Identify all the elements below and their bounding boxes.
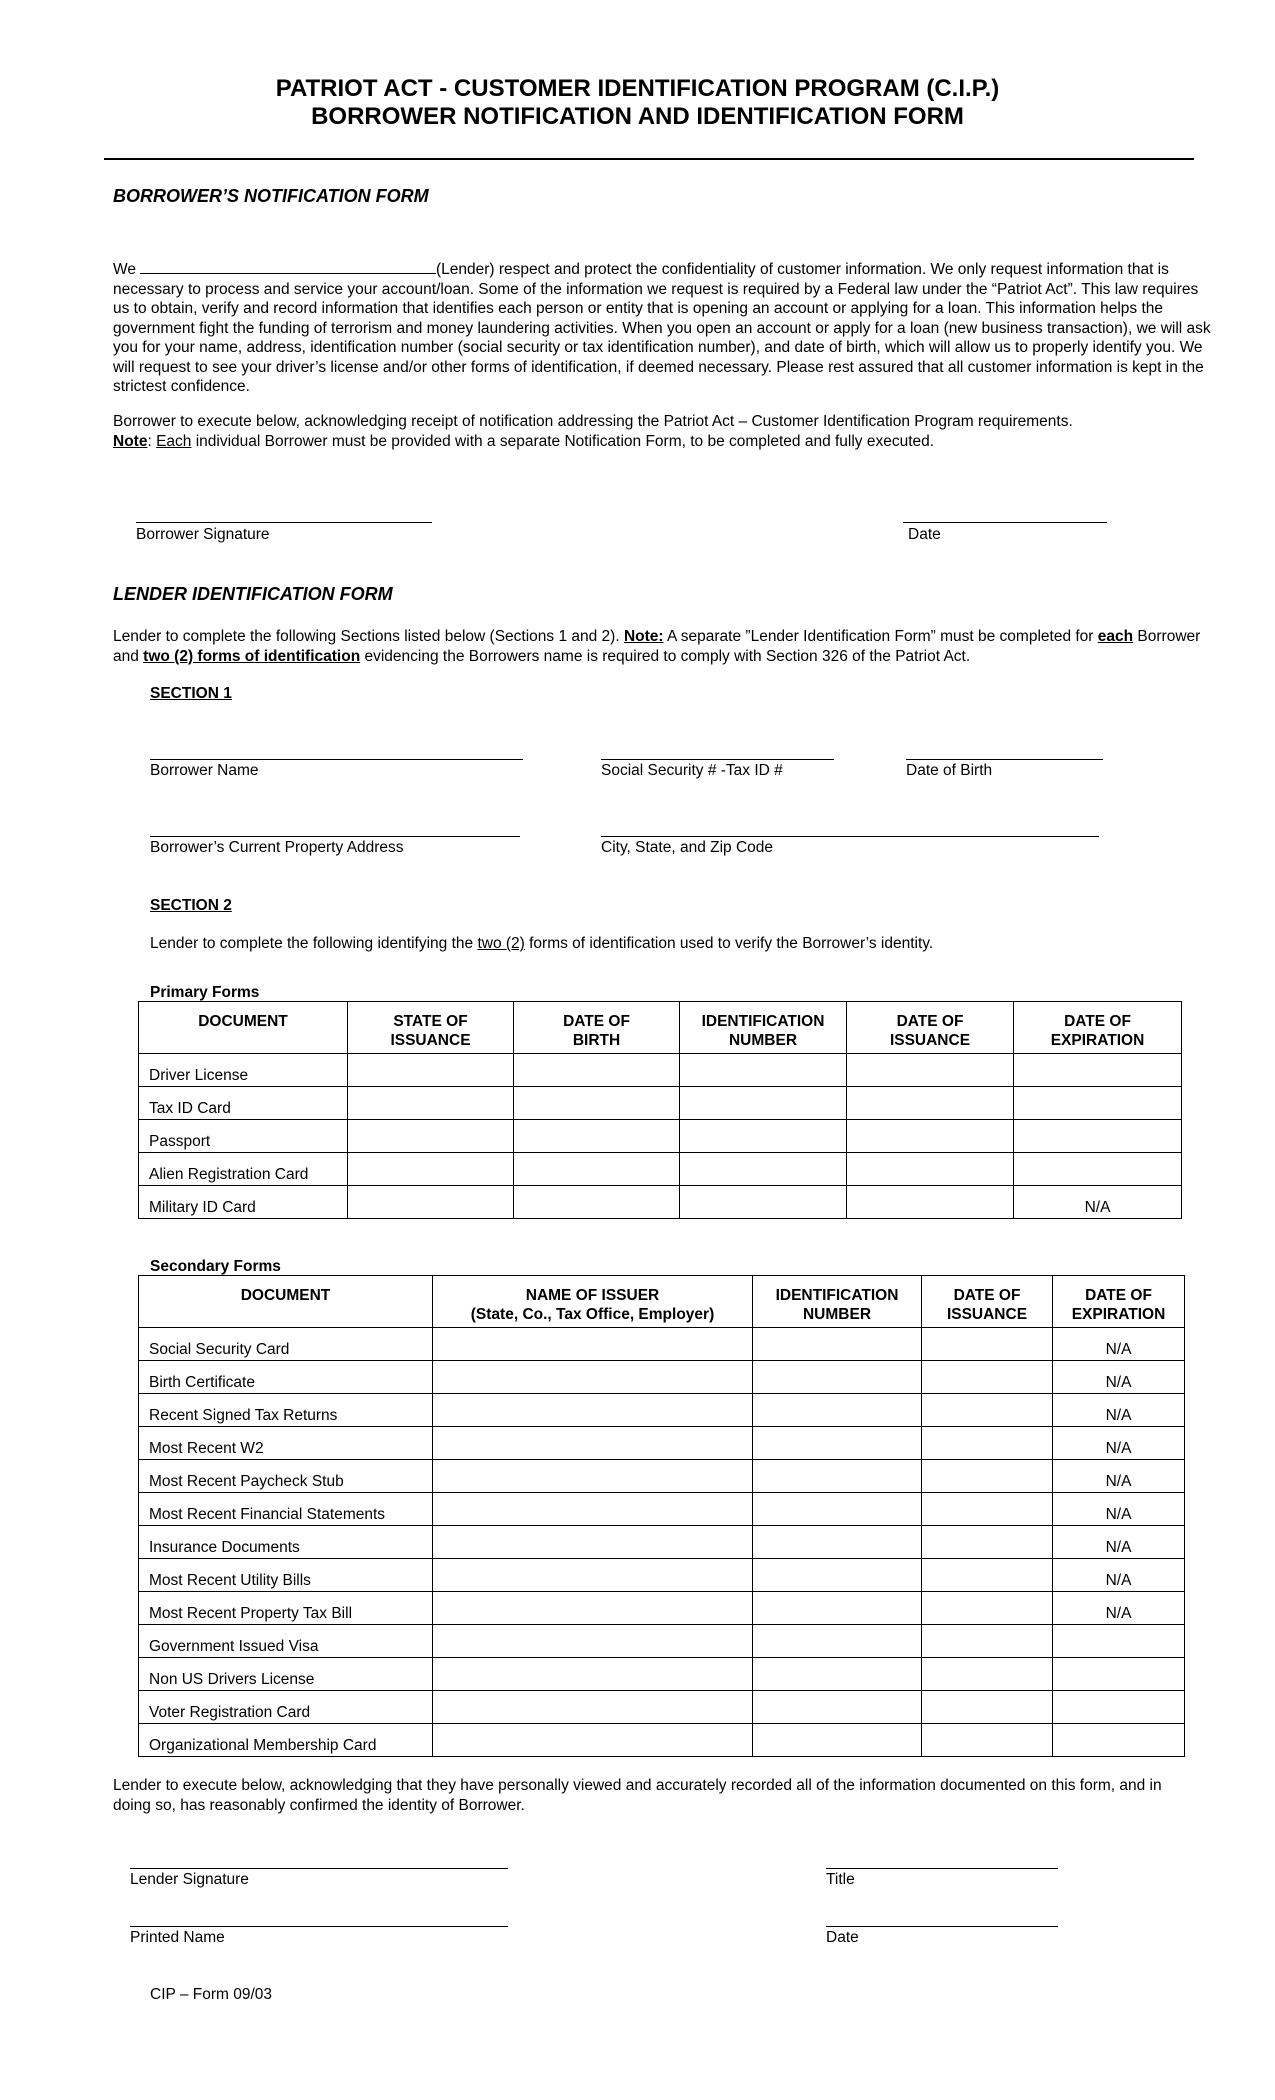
entry-cell[interactable] [922,1658,1053,1691]
secondary-forms-label: Secondary Forms [150,1258,281,1275]
document-name-cell: Most Recent Paycheck Stub [139,1460,433,1493]
entry-cell[interactable] [753,1526,922,1559]
entry-cell[interactable] [433,1625,753,1658]
document-name-cell: Insurance Documents [139,1526,433,1559]
lender-signature-line[interactable] [130,1868,508,1869]
dob-label: Date of Birth [906,762,993,779]
intro-each: each [1097,628,1134,645]
address-label: Borrower’s Current Property Address [150,839,404,856]
intro-text-b: A separate ”Lender Identification Form” must be completed for [663,628,1098,645]
entry-cell[interactable] [514,1054,680,1087]
borrower-signature-label: Borrower Signature [136,526,270,543]
dob-line[interactable] [906,759,1103,760]
acknowledgement-paragraph [113,412,1213,451]
section-2-heading: SECTION 2 [150,897,232,914]
entry-cell[interactable]: N/A [1053,1328,1185,1361]
entry-cell[interactable] [1014,1087,1182,1120]
entry-cell[interactable]: N/A [1053,1394,1185,1427]
primary-col-header: IDENTIFICATION NUMBER [680,1002,847,1054]
entry-cell[interactable]: N/A [1053,1493,1185,1526]
document-name-cell: Most Recent Property Tax Bill [139,1592,433,1625]
entry-cell[interactable] [348,1120,514,1153]
entry-cell[interactable] [680,1120,847,1153]
document-name-cell: Organizational Membership Card [139,1724,433,1757]
acknowledgement-text: Borrower to execute below, acknowledging receipt of notification addressing the Patriot Act – Customer Identification Program requirements. [113,413,1073,430]
entry-cell[interactable] [348,1054,514,1087]
note-text: individual Borrower must be provided with a separate Notification Form, to be completed and fully executed. [191,432,935,450]
table-row [139,1460,1185,1493]
form-subtitle: BORROWER NOTIFICATION AND IDENTIFICATION FORM [311,103,964,130]
entry-cell[interactable] [753,1625,922,1658]
sec2-two: two (2) [477,935,525,952]
lender-id-heading: LENDER IDENTIFICATION FORM [113,584,393,604]
entry-cell[interactable] [847,1054,1014,1087]
table-row [139,1087,1182,1120]
ssn-line[interactable] [601,759,834,760]
entry-cell[interactable] [514,1186,680,1219]
document-name-cell: Most Recent Financial Statements [139,1493,433,1526]
lender-id-intro [113,627,1213,666]
entry-cell[interactable]: N/A [1053,1427,1185,1460]
entry-cell[interactable] [753,1493,922,1526]
entry-cell[interactable]: N/A [1014,1186,1182,1219]
entry-cell[interactable] [433,1691,753,1724]
entry-cell[interactable] [753,1460,922,1493]
entry-cell[interactable]: N/A [1053,1361,1185,1394]
borrower-name-line[interactable] [150,759,523,760]
entry-cell[interactable] [514,1120,680,1153]
entry-cell[interactable] [922,1460,1053,1493]
printed-name-label: Printed Name [130,1929,225,1946]
primary-col-header: DATE OF EXPIRATION [1014,1002,1182,1054]
document-name-cell: Social Security Card [139,1328,433,1361]
entry-cell[interactable] [1014,1153,1182,1186]
entry-cell[interactable] [1014,1120,1182,1153]
form-title: PATRIOT ACT - CUSTOMER IDENTIFICATION PROGRAM (C.I.P.) [275,75,1000,102]
form-id-footer: CIP – Form 09/03 [150,1986,273,2003]
table-row [139,1361,1185,1394]
borrower-signature-line[interactable] [136,522,432,523]
lender-name-blank[interactable] [140,258,436,274]
primary-col-header: DATE OF ISSUANCE [847,1002,1014,1054]
lender-date-line[interactable] [826,1926,1058,1927]
note-label: Note [113,432,148,450]
document-name-cell: Most Recent Utility Bills [139,1559,433,1592]
table-row [139,1526,1185,1559]
table-row [139,1658,1185,1691]
primary-col-header: STATE OF ISSUANCE [348,1002,514,1054]
document-name-cell: Voter Registration Card [139,1691,433,1724]
primary-col-header: DOCUMENT [139,1002,348,1054]
entry-cell[interactable] [1053,1658,1185,1691]
title-line[interactable] [826,1868,1058,1869]
entry-cell[interactable] [847,1120,1014,1153]
entry-cell[interactable] [753,1361,922,1394]
ssn-label: Social Security # -Tax ID # [601,762,783,779]
table-row [139,1691,1185,1724]
intro-note: Note: [623,628,664,645]
entry-cell[interactable] [753,1592,922,1625]
notification-text: (Lender) respect and protect the confidentiality of customer information. We only request information that is necessary to process and service your account/loan. Some of the information we request is required by a Federal law under the “Patriot Act”. This law requires us to obtain, verify and record information that identifies each person or entity that is opening an account or applying for a loan. This information helps the government fight the funding of terrorism and money laundering activities. When you open an account or apply for a loan (new business transaction), we will ask you for your name, address, identification number (social security or tax identification number), and date of birth, which will allow us to properly identify you. We will request to see your driver’s license and/or other forms of identification, if deemed necessary. Please rest assured that all customer information is kept in the strictest confidence. [113,261,1211,395]
entry-cell[interactable]: N/A [1053,1460,1185,1493]
secondary-col-header: DOCUMENT [139,1276,433,1328]
table-row [139,1493,1185,1526]
header-divider [104,158,1194,160]
borrower-date-line[interactable] [903,522,1107,523]
entry-cell[interactable] [922,1328,1053,1361]
entry-cell[interactable]: N/A [1053,1559,1185,1592]
entry-cell[interactable] [847,1087,1014,1120]
document-name-cell: Birth Certificate [139,1361,433,1394]
entry-cell[interactable] [922,1394,1053,1427]
address-line[interactable] [150,836,520,837]
entry-cell[interactable] [680,1186,847,1219]
entry-cell[interactable] [433,1328,753,1361]
notification-paragraph [113,258,1213,397]
entry-cell[interactable] [753,1658,922,1691]
entry-cell[interactable] [514,1087,680,1120]
entry-cell[interactable] [433,1427,753,1460]
entry-cell[interactable] [922,1427,1053,1460]
table-row [139,1153,1182,1186]
entry-cell[interactable] [514,1153,680,1186]
document-name-cell: Government Issued Visa [139,1625,433,1658]
entry-cell[interactable] [753,1691,922,1724]
secondary-col-header: DATE OF EXPIRATION [1053,1276,1185,1328]
table-row [139,1054,1182,1087]
entry-cell[interactable] [433,1493,753,1526]
closing-paragraph: Lender to execute below, acknowledging that they have personally viewed and accurately recorded all of the information documented on this form, and in doing so, has reasonably confirmed the identity of Borrower. [113,1777,1162,1814]
entry-cell[interactable] [922,1526,1053,1559]
entry-cell[interactable] [433,1658,753,1691]
intro-text-d: evidencing the Borrowers name is required to comply with Section 326 of the Patriot Act. [360,647,971,665]
entry-cell[interactable]: N/A [1053,1592,1185,1625]
printed-name-line[interactable] [130,1926,508,1927]
table-row [139,1592,1185,1625]
entry-cell[interactable] [433,1460,753,1493]
lender-date-label: Date [826,1929,859,1946]
document-name-cell: Tax ID Card [139,1087,348,1120]
entry-cell[interactable] [348,1087,514,1120]
entry-cell[interactable] [753,1328,922,1361]
notification-heading: BORROWER’S NOTIFICATION FORM [113,186,429,206]
table-row [139,1186,1182,1219]
section-2-text [150,934,933,954]
intro-text-c: Borrower and [113,628,1201,665]
table-row [139,1394,1185,1427]
city-label: City, State, and Zip Code [601,839,774,856]
document-name-cell: Passport [139,1120,348,1153]
entry-cell[interactable] [680,1087,847,1120]
entry-cell[interactable] [433,1526,753,1559]
entry-cell[interactable] [1053,1724,1185,1757]
entry-cell[interactable] [847,1153,1014,1186]
table-row [139,1559,1185,1592]
document-name-cell: Alien Registration Card [139,1153,348,1186]
entry-cell[interactable] [922,1559,1053,1592]
table-row [139,1427,1185,1460]
secondary-col-header: NAME OF ISSUER (State, Co., Tax Office, Employer) [433,1276,753,1328]
we-label: We [113,261,136,278]
secondary-col-header: DATE OF ISSUANCE [922,1276,1053,1328]
entry-cell[interactable] [922,1724,1053,1757]
sec2-text-b: forms of identification used to verify the Borrower’s identity. [524,935,934,952]
table-row [139,1328,1185,1361]
entry-cell[interactable] [753,1559,922,1592]
section-1-heading: SECTION 1 [150,685,232,702]
primary-col-header: DATE OF BIRTH [514,1002,680,1054]
entry-cell[interactable] [922,1493,1053,1526]
primary-forms-table [138,1001,1182,1219]
note-each: Each [156,432,192,450]
document-name-cell: Non US Drivers License [139,1658,433,1691]
entry-cell[interactable] [1053,1691,1185,1724]
entry-cell[interactable] [433,1592,753,1625]
secondary-forms-table [138,1275,1185,1757]
secondary-col-header: IDENTIFICATION NUMBER [753,1276,922,1328]
document-name-cell: Driver License [139,1054,348,1087]
entry-cell[interactable] [433,1559,753,1592]
entry-cell[interactable] [922,1691,1053,1724]
table-row [139,1724,1185,1757]
entry-cell[interactable] [1014,1054,1182,1087]
entry-cell[interactable] [847,1186,1014,1219]
entry-cell[interactable] [922,1592,1053,1625]
entry-cell[interactable] [433,1724,753,1757]
city-line[interactable] [601,836,1099,837]
entry-cell[interactable] [433,1361,753,1394]
sec2-text-a: Lender to complete the following identifying the [150,935,478,952]
document-name-cell: Most Recent W2 [139,1427,433,1460]
entry-cell[interactable] [348,1186,514,1219]
entry-cell[interactable] [1053,1625,1185,1658]
entry-cell[interactable] [922,1361,1053,1394]
document-name-cell: Recent Signed Tax Returns [139,1394,433,1427]
secondary-header-row [139,1276,1185,1328]
entry-cell[interactable] [922,1625,1053,1658]
entry-cell[interactable] [753,1394,922,1427]
entry-cell[interactable] [680,1054,847,1087]
borrower-date-label: Date [908,526,941,543]
lender-signature-label: Lender Signature [130,1871,249,1888]
note-colon: : [147,432,157,450]
title-label: Title [826,1871,855,1888]
intro-text-a: Lender to complete the following Sections listed below (Sections 1 and 2). [113,628,624,645]
intro-two-forms: two (2) forms of identification [143,647,361,665]
entry-cell[interactable] [433,1394,753,1427]
entry-cell[interactable] [753,1427,922,1460]
entry-cell[interactable] [753,1724,922,1757]
entry-cell[interactable]: N/A [1053,1526,1185,1559]
primary-forms-label: Primary Forms [150,984,260,1001]
entry-cell[interactable] [680,1153,847,1186]
table-row [139,1625,1185,1658]
document-name-cell: Military ID Card [139,1186,348,1219]
primary-header-row [139,1002,1182,1054]
table-row [139,1120,1182,1153]
entry-cell[interactable] [348,1153,514,1186]
borrower-name-label: Borrower Name [150,762,259,779]
